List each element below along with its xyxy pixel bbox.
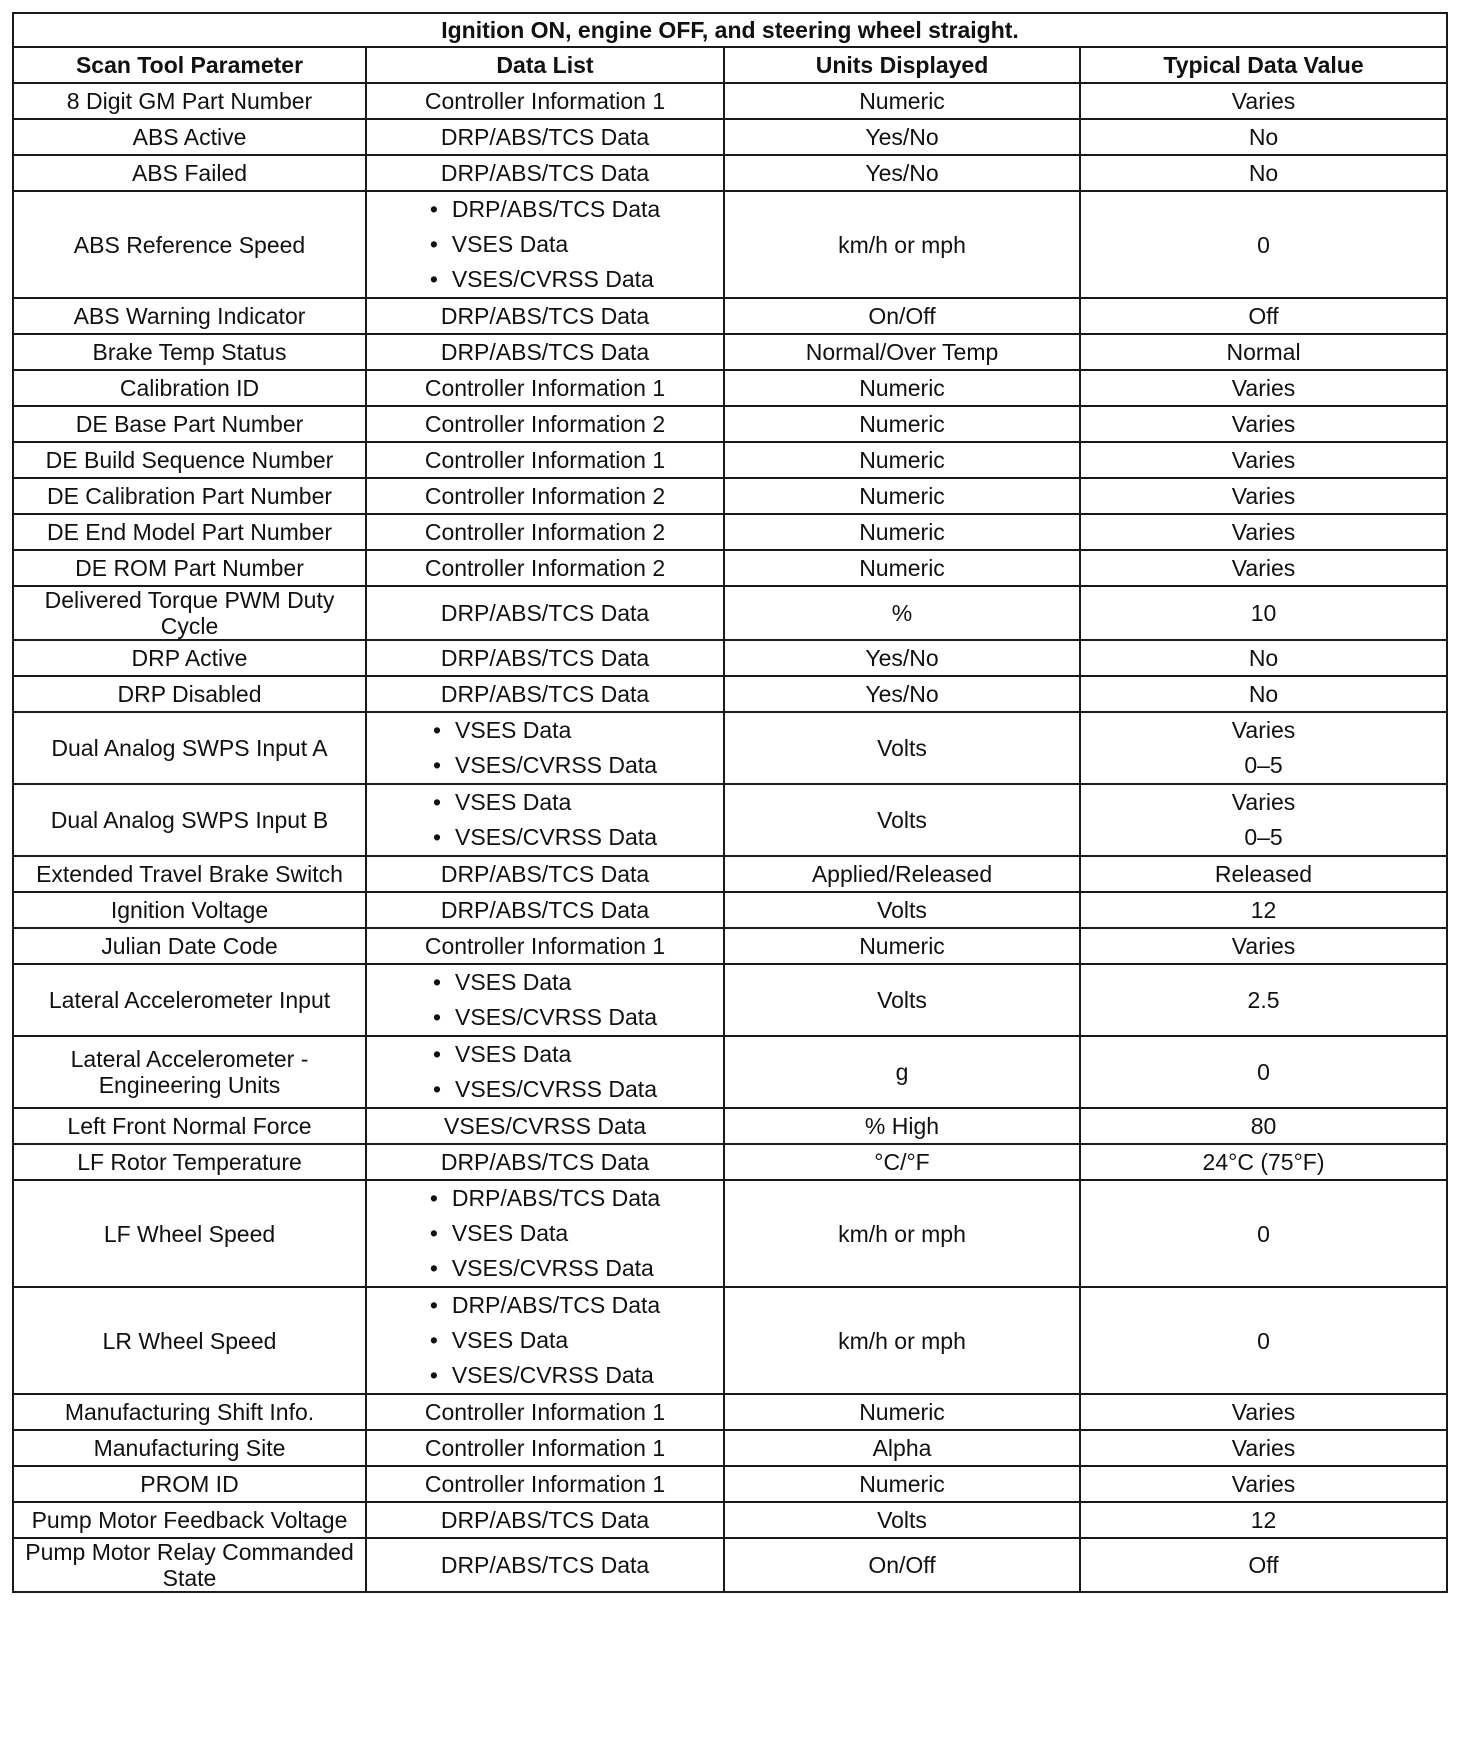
data-list-bullets bbox=[433, 1037, 657, 1107]
table-row bbox=[13, 370, 1447, 406]
typical-value-cell bbox=[1080, 712, 1447, 784]
typical-value-cell: 0 bbox=[1080, 1036, 1447, 1108]
units-cell: Yes/No bbox=[724, 119, 1080, 155]
table-title: Ignition ON, engine OFF, and steering wheel straight. bbox=[13, 13, 1447, 47]
table-row bbox=[13, 550, 1447, 586]
data-list-item: • VSES Data bbox=[433, 965, 657, 1000]
table-row bbox=[13, 640, 1447, 676]
units-cell: Alpha bbox=[724, 1430, 1080, 1466]
data-list-item: • VSES/CVRSS Data bbox=[430, 262, 660, 297]
typical-value-cell: 0 bbox=[1080, 191, 1447, 298]
parameter-cell: LF Wheel Speed bbox=[13, 1180, 366, 1287]
parameter-cell: Manufacturing Shift Info. bbox=[13, 1394, 366, 1430]
table-body bbox=[13, 83, 1447, 1592]
typical-value-cell bbox=[1080, 784, 1447, 856]
typical-value-cell: 2.5 bbox=[1080, 964, 1447, 1036]
column-header: Typical Data Value bbox=[1080, 47, 1447, 83]
units-cell: Numeric bbox=[724, 406, 1080, 442]
data-list-bullets bbox=[433, 785, 657, 855]
units-cell: °C/°F bbox=[724, 1144, 1080, 1180]
typical-value-cell: 80 bbox=[1080, 1108, 1447, 1144]
table-row bbox=[13, 964, 1447, 1036]
typical-value-cell: Varies bbox=[1080, 478, 1447, 514]
data-list-cell: DRP/ABS/TCS Data bbox=[366, 334, 724, 370]
table-row bbox=[13, 1144, 1447, 1180]
units-cell: g bbox=[724, 1036, 1080, 1108]
parameter-cell: DRP Disabled bbox=[13, 676, 366, 712]
data-list-cell: DRP/ABS/TCS Data bbox=[366, 155, 724, 191]
units-cell: Numeric bbox=[724, 370, 1080, 406]
parameter-cell: Brake Temp Status bbox=[13, 334, 366, 370]
data-list-cell: Controller Information 2 bbox=[366, 406, 724, 442]
data-list-cell: Controller Information 1 bbox=[366, 1394, 724, 1430]
units-cell: Volts bbox=[724, 892, 1080, 928]
typical-value-cell: Varies bbox=[1080, 1466, 1447, 1502]
table-row bbox=[13, 1502, 1447, 1538]
typical-value-line: Varies bbox=[1231, 789, 1296, 815]
data-list-item: • DRP/ABS/TCS Data bbox=[430, 192, 660, 227]
parameter-cell: Dual Analog SWPS Input B bbox=[13, 784, 366, 856]
data-list-bullets bbox=[433, 713, 657, 783]
table-row bbox=[13, 1287, 1447, 1394]
data-list-cell: DRP/ABS/TCS Data bbox=[366, 640, 724, 676]
units-cell: Numeric bbox=[724, 1466, 1080, 1502]
typical-value-line: Varies bbox=[1231, 717, 1296, 743]
data-list-item: • VSES Data bbox=[433, 713, 657, 748]
typical-value-cell: No bbox=[1080, 155, 1447, 191]
table-row bbox=[13, 1394, 1447, 1430]
typical-value-cell: 0 bbox=[1080, 1287, 1447, 1394]
typical-value-cell: Varies bbox=[1080, 514, 1447, 550]
typical-value-cell: No bbox=[1080, 676, 1447, 712]
parameter-cell: ABS Reference Speed bbox=[13, 191, 366, 298]
parameter-cell: DRP Active bbox=[13, 640, 366, 676]
parameter-cell: ABS Warning Indicator bbox=[13, 298, 366, 334]
typical-value-cell: Varies bbox=[1080, 928, 1447, 964]
table-row bbox=[13, 586, 1447, 640]
units-cell: Yes/No bbox=[724, 676, 1080, 712]
parameter-cell: Extended Travel Brake Switch bbox=[13, 856, 366, 892]
table-header-row bbox=[13, 47, 1447, 83]
data-list-cell: DRP/ABS/TCS Data bbox=[366, 298, 724, 334]
typical-value-cell: Varies bbox=[1080, 1430, 1447, 1466]
data-list-cell: VSES/CVRSS Data bbox=[366, 1108, 724, 1144]
table-row bbox=[13, 928, 1447, 964]
parameter-cell: Lateral Accelerometer - Engineering Units bbox=[13, 1036, 366, 1108]
units-cell: km/h or mph bbox=[724, 191, 1080, 298]
parameter-cell: Delivered Torque PWM Duty Cycle bbox=[13, 586, 366, 640]
parameter-cell: Pump Motor Feedback Voltage bbox=[13, 1502, 366, 1538]
table-row bbox=[13, 676, 1447, 712]
data-list-cell: DRP/ABS/TCS Data bbox=[366, 119, 724, 155]
data-list-item: • VSES Data bbox=[430, 1216, 660, 1251]
typical-value-cell: 10 bbox=[1080, 586, 1447, 640]
table-row bbox=[13, 1430, 1447, 1466]
column-header: Scan Tool Parameter bbox=[13, 47, 366, 83]
data-list-cell: DRP/ABS/TCS Data bbox=[366, 1144, 724, 1180]
units-cell: Numeric bbox=[724, 478, 1080, 514]
units-cell: km/h or mph bbox=[724, 1180, 1080, 1287]
parameter-cell: PROM ID bbox=[13, 1466, 366, 1502]
data-list-item: • VSES/CVRSS Data bbox=[433, 1000, 657, 1035]
data-list-cell bbox=[366, 1036, 724, 1108]
typical-value-cell: Varies bbox=[1080, 370, 1447, 406]
data-list-cell: Controller Information 1 bbox=[366, 1430, 724, 1466]
parameter-cell: DE ROM Part Number bbox=[13, 550, 366, 586]
table-row bbox=[13, 1036, 1447, 1108]
table-row bbox=[13, 442, 1447, 478]
data-list-cell: DRP/ABS/TCS Data bbox=[366, 586, 724, 640]
data-list-item: • VSES/CVRSS Data bbox=[433, 748, 657, 783]
units-cell: On/Off bbox=[724, 298, 1080, 334]
parameter-cell: DE End Model Part Number bbox=[13, 514, 366, 550]
data-list-item: • DRP/ABS/TCS Data bbox=[430, 1181, 660, 1216]
table-row bbox=[13, 1538, 1447, 1592]
units-cell: Applied/Released bbox=[724, 856, 1080, 892]
table-row bbox=[13, 155, 1447, 191]
units-cell: Numeric bbox=[724, 442, 1080, 478]
data-list-cell: DRP/ABS/TCS Data bbox=[366, 892, 724, 928]
typical-value-cell: Off bbox=[1080, 298, 1447, 334]
data-list-cell: Controller Information 1 bbox=[366, 83, 724, 119]
parameter-cell: DE Build Sequence Number bbox=[13, 442, 366, 478]
parameter-cell: Pump Motor Relay Commanded State bbox=[13, 1538, 366, 1592]
parameter-cell: Julian Date Code bbox=[13, 928, 366, 964]
data-list-cell bbox=[366, 784, 724, 856]
table-row bbox=[13, 892, 1447, 928]
units-cell: Numeric bbox=[724, 550, 1080, 586]
data-list-item: • VSES/CVRSS Data bbox=[430, 1251, 660, 1286]
parameter-cell: DE Base Part Number bbox=[13, 406, 366, 442]
typical-value-cell: Varies bbox=[1080, 442, 1447, 478]
parameter-cell: LR Wheel Speed bbox=[13, 1287, 366, 1394]
data-list-item: • VSES/CVRSS Data bbox=[433, 820, 657, 855]
scan-tool-data-table bbox=[12, 12, 1448, 1593]
typical-value-cell: 24°C (75°F) bbox=[1080, 1144, 1447, 1180]
data-list-bullets bbox=[433, 965, 657, 1035]
table-row bbox=[13, 1108, 1447, 1144]
data-list-item: • DRP/ABS/TCS Data bbox=[430, 1288, 660, 1323]
data-list-cell bbox=[366, 712, 724, 784]
typical-value-cell: Released bbox=[1080, 856, 1447, 892]
typical-value-cell: Normal bbox=[1080, 334, 1447, 370]
units-cell: Yes/No bbox=[724, 640, 1080, 676]
data-list-cell: Controller Information 1 bbox=[366, 370, 724, 406]
data-list-cell: DRP/ABS/TCS Data bbox=[366, 856, 724, 892]
parameter-cell: DE Calibration Part Number bbox=[13, 478, 366, 514]
data-list-cell: DRP/ABS/TCS Data bbox=[366, 676, 724, 712]
column-header: Data List bbox=[366, 47, 724, 83]
data-list-cell: Controller Information 2 bbox=[366, 550, 724, 586]
data-list-cell: Controller Information 2 bbox=[366, 514, 724, 550]
table-row bbox=[13, 712, 1447, 784]
data-list-cell: DRP/ABS/TCS Data bbox=[366, 1502, 724, 1538]
parameter-cell: LF Rotor Temperature bbox=[13, 1144, 366, 1180]
typical-value-cell: 12 bbox=[1080, 892, 1447, 928]
typical-value-cell: Varies bbox=[1080, 550, 1447, 586]
table-row bbox=[13, 1466, 1447, 1502]
table-row bbox=[13, 514, 1447, 550]
typical-value-cell: Varies bbox=[1080, 83, 1447, 119]
table-row bbox=[13, 298, 1447, 334]
parameter-cell: Lateral Accelerometer Input bbox=[13, 964, 366, 1036]
table-row bbox=[13, 856, 1447, 892]
parameter-cell: Left Front Normal Force bbox=[13, 1108, 366, 1144]
parameter-cell: Calibration ID bbox=[13, 370, 366, 406]
parameter-cell: 8 Digit GM Part Number bbox=[13, 83, 366, 119]
data-list-cell: Controller Information 1 bbox=[366, 442, 724, 478]
parameter-cell: Ignition Voltage bbox=[13, 892, 366, 928]
typical-value-cell: Varies bbox=[1080, 406, 1447, 442]
units-cell: Volts bbox=[724, 964, 1080, 1036]
parameter-cell: Dual Analog SWPS Input A bbox=[13, 712, 366, 784]
data-list-item: • VSES/CVRSS Data bbox=[433, 1072, 657, 1107]
typical-value-cell: No bbox=[1080, 640, 1447, 676]
typical-value-cell: Off bbox=[1080, 1538, 1447, 1592]
data-list-cell bbox=[366, 1180, 724, 1287]
data-list-item: • VSES/CVRSS Data bbox=[430, 1358, 660, 1393]
data-list-bullets bbox=[430, 192, 660, 297]
parameter-cell: ABS Failed bbox=[13, 155, 366, 191]
data-list-item: • VSES Data bbox=[430, 227, 660, 262]
typical-value-cell: No bbox=[1080, 119, 1447, 155]
units-cell: Volts bbox=[724, 784, 1080, 856]
typical-value-line: 0–5 bbox=[1244, 824, 1283, 850]
units-cell: Yes/No bbox=[724, 155, 1080, 191]
table-row bbox=[13, 1180, 1447, 1287]
table-row bbox=[13, 406, 1447, 442]
table-title-row bbox=[13, 13, 1447, 47]
units-cell: On/Off bbox=[724, 1538, 1080, 1592]
units-cell: km/h or mph bbox=[724, 1287, 1080, 1394]
data-list-cell bbox=[366, 191, 724, 298]
typical-value-cell: 12 bbox=[1080, 1502, 1447, 1538]
typical-value-cell: 0 bbox=[1080, 1180, 1447, 1287]
table-row bbox=[13, 191, 1447, 298]
table-row bbox=[13, 83, 1447, 119]
units-cell: Numeric bbox=[724, 928, 1080, 964]
units-cell: Numeric bbox=[724, 83, 1080, 119]
typical-value-cell: Varies bbox=[1080, 1394, 1447, 1430]
data-list-cell: Controller Information 1 bbox=[366, 928, 724, 964]
typical-value-line: 0–5 bbox=[1244, 752, 1283, 778]
data-list-item: • VSES Data bbox=[430, 1323, 660, 1358]
table-row bbox=[13, 119, 1447, 155]
data-list-bullets bbox=[430, 1288, 660, 1393]
data-list-cell bbox=[366, 964, 724, 1036]
units-cell: Normal/Over Temp bbox=[724, 334, 1080, 370]
units-cell: Volts bbox=[724, 1502, 1080, 1538]
data-list-bullets bbox=[430, 1181, 660, 1286]
parameter-cell: ABS Active bbox=[13, 119, 366, 155]
data-list-item: • VSES Data bbox=[433, 785, 657, 820]
table-row bbox=[13, 478, 1447, 514]
data-list-cell: DRP/ABS/TCS Data bbox=[366, 1538, 724, 1592]
parameter-cell: Manufacturing Site bbox=[13, 1430, 366, 1466]
units-cell: % High bbox=[724, 1108, 1080, 1144]
data-list-cell bbox=[366, 1287, 724, 1394]
units-cell: % bbox=[724, 586, 1080, 640]
data-list-cell: Controller Information 2 bbox=[366, 478, 724, 514]
table-row bbox=[13, 784, 1447, 856]
data-list-cell: Controller Information 1 bbox=[366, 1466, 724, 1502]
table-row bbox=[13, 334, 1447, 370]
units-cell: Numeric bbox=[724, 514, 1080, 550]
column-header: Units Displayed bbox=[724, 47, 1080, 83]
units-cell: Numeric bbox=[724, 1394, 1080, 1430]
data-list-item: • VSES Data bbox=[433, 1037, 657, 1072]
units-cell: Volts bbox=[724, 712, 1080, 784]
